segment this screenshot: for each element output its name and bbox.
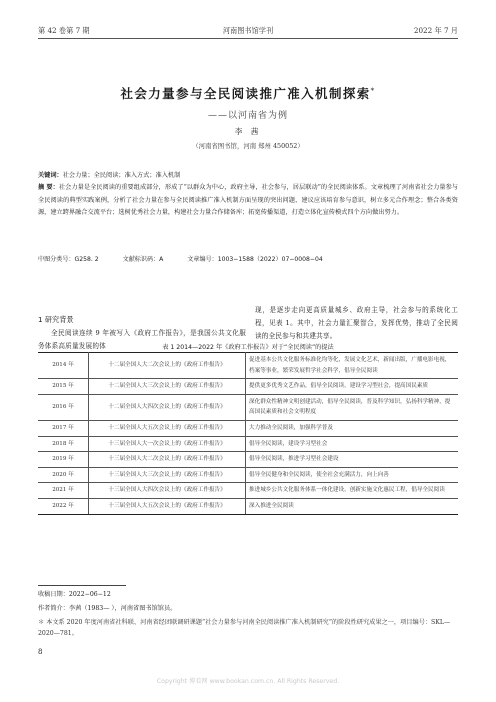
content-cell: 提供更多优秀文艺作品，倡导全民阅读，建设学习型社会，提高国民素质 — [246, 379, 459, 395]
abstract-label: 摘 要： — [38, 184, 59, 191]
meeting-cell: 十二届全国人大二次会议上的《政府工作报告》 — [89, 353, 246, 379]
keywords-label: 关键词： — [38, 172, 63, 179]
year-cell: 2021 年 — [38, 483, 89, 499]
meeting-cell: 十三届全国人大二次会议上的《政府工作报告》 — [89, 452, 246, 468]
year-cell: 2014 年 — [38, 353, 89, 379]
content-cell: 推进城乡公共文化服务体系一体化建设，创新实施文化惠民工程，倡导全民阅读 — [246, 483, 459, 499]
keywords-text: 社会力量；全民阅读；准入方式；准入机制 — [62, 172, 181, 179]
table-row — [38, 379, 458, 395]
body-text-right: 现，是逐步走向更高质量城乡、政府主导，社会参与的系统化工程，见表 1。其中，社会力量汇聚智合，发挥优势，推动了全民阅读的全民参与和共建共享。 — [255, 306, 458, 340]
clc-number: 中图分类号：G258. 2 — [38, 256, 99, 263]
table-row — [38, 467, 458, 483]
year-cell: 2022 年 — [38, 498, 89, 514]
table-row — [38, 483, 458, 499]
running-header-journal: 河南图书馆学刊 — [222, 26, 274, 35]
keywords — [38, 170, 458, 182]
table-row — [38, 452, 458, 468]
content-cell: 深化群众性精神文明创建活动，倡导全民阅读，普及科学知识，弘扬科学精神，提高国民素质和社会文明程度 — [246, 394, 459, 420]
content-cell: 大力推动全民阅读，加强科学普及 — [246, 420, 459, 436]
report-table — [38, 352, 458, 515]
author-intro: 作者简介：李茜（1983— ），河南省图书馆馆员。 — [38, 605, 177, 612]
table-row — [38, 436, 458, 452]
article-number: 文章编号：1003−1588（2022）07−0008−04 — [187, 256, 323, 263]
table-row — [38, 498, 458, 514]
year-cell: 2020 年 — [38, 467, 89, 483]
document-code: 文献标识码：A — [122, 256, 164, 263]
meeting-cell: 十二届全国人大三次会议上的《政府工作报告》 — [89, 379, 246, 395]
body-paragraph: 全民阅读连续 9 年被写入《政府工作报告》，是我国公共文化服务体系高质量发展的体 — [38, 329, 246, 350]
table-caption: 表 1 2014—2022 年《政府工作报告》对于“全民阅读”的提法 — [162, 344, 334, 351]
running-header-date: 2022 年 7 月 — [413, 26, 458, 35]
content-cell: 倡导全民阅读，建设学习型社会 — [246, 436, 459, 452]
article-title — [0, 84, 496, 102]
table-row — [38, 353, 458, 379]
table-row — [38, 394, 458, 420]
classification-line — [38, 254, 458, 263]
content-cell: 倡导全民健身和全民阅读，使全社会充满活力，向上向善 — [246, 467, 459, 483]
meeting-cell: 十二届全国人大四次会议上的《政府工作报告》 — [89, 394, 246, 420]
copyright-watermark: Copyright 博看网 www.bookan.com.cn. All Rights Reserved. — [156, 678, 340, 685]
year-cell: 2015 年 — [38, 379, 89, 395]
year-cell: 2017 年 — [38, 420, 89, 436]
meeting-cell: 十三届全国人大三次会议上的《政府工作报告》 — [89, 467, 246, 483]
fund-note: ＊ 本文系 2020 年度河南省社科联、河南省经团联调研课题“社会力量参与河南全民阅读推广准入机制研究”的阶段性研究成果之一，项目编号：SKL—2020—781。 — [38, 619, 451, 637]
year-cell: 2016 年 — [38, 394, 89, 420]
title-text: 社会力量参与全民阅读推广准入机制探索 — [120, 86, 371, 101]
title-footnote-mark: * — [370, 86, 376, 95]
author-affiliation: （河南省图书馆，河南 郑州 450052） — [192, 142, 304, 150]
page-number: 8 — [38, 648, 43, 656]
meeting-cell: 十三届全国人大四次会议上的《政府工作报告》 — [89, 483, 246, 499]
abstract-text: 社会力量是全民阅读的重要组成部分，形成了“以群众为中心，政府主导，社会参与，居层联动”的全民阅读体系。文章梳理了河南省社会力量参与全民阅读的典型实践案例，分析了社会力量在参与全民阅读推广准入机制方面呈现的突出问题，建议应该培育参与意识，树立多元合作理念；整合各类资源，建立跨界融合交流平台；选树优秀社会力量，构建社会力量合作储备库；拓宽传播渠道，打造立体化宣传模式四个方向做出努力。 — [38, 184, 458, 216]
meeting-cell: 十二届全国人大五次会议上的《政府工作报告》 — [89, 420, 246, 436]
running-header-volume: 第 42 卷第 7 期 — [38, 26, 90, 35]
content-cell: 深入推进全民阅读 — [246, 498, 459, 514]
meeting-cell: 十三届全国人大一次会议上的《政府工作报告》 — [89, 436, 246, 452]
table-row — [38, 420, 458, 436]
header-rule — [38, 38, 458, 39]
meeting-cell: 十三届全国人大五次会议上的《政府工作报告》 — [89, 498, 246, 514]
received-date: 收稿日期：2022−06−12 — [38, 591, 111, 598]
year-cell: 2019 年 — [38, 452, 89, 468]
section-heading: 1 研究背景 — [38, 315, 74, 324]
author-name: 李 茜 — [234, 127, 262, 136]
footnote-rule — [38, 585, 126, 586]
content-cell: 倡导全民阅读，推进学习型社会建设 — [246, 452, 459, 468]
abstract — [38, 182, 458, 220]
article-subtitle: ——以河南省为例 — [207, 111, 288, 121]
content-cell: 促进基本公共文化服务标准化均等化，发展文化艺术，新闻出版，广播电影电视，档案等事业，繁荣发展哲学社会科学，倡导全民阅读 — [246, 353, 459, 379]
year-cell: 2018 年 — [38, 436, 89, 452]
